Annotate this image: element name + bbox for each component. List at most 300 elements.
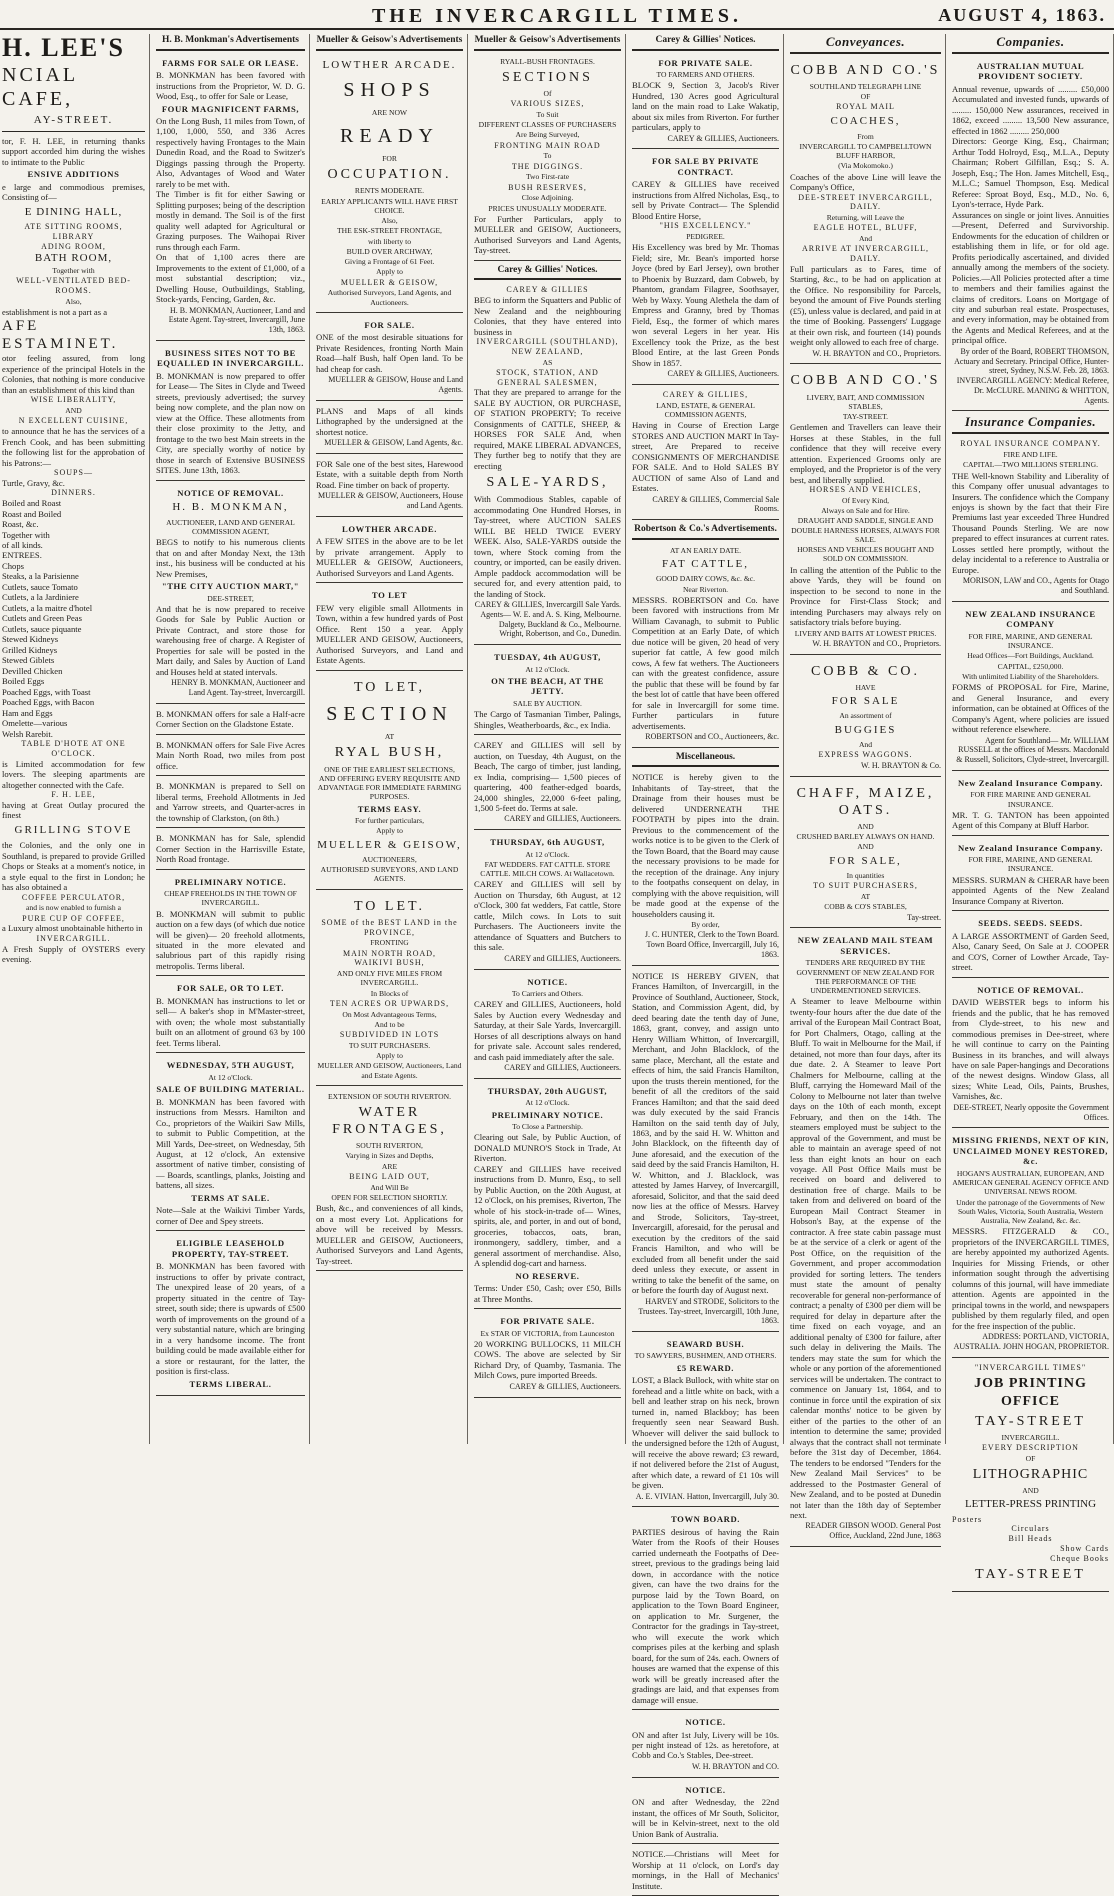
seeds-title: SEEDS. SEEDS. SEEDS.: [978, 918, 1083, 929]
ad-job-printing: [952, 1361, 1109, 1592]
ryall-close: Close Adjoining.: [521, 193, 574, 203]
amp-sign: By order of the Board, ROBERT THOMSON, Actuary and Secretary. Principal Office, Hunter-street, Sydney, N.S.W. Feb. 28, 1863. INVERCARGILL AGENCY: Medical Referee, Dr. McCLURE. MANING & WHITTON, Agents.: [954, 346, 1109, 405]
mail-body: A Steamer to leave Melbourne within twenty-four hours after the due date of the arrival of the European Mail Contract Boat, for Port Chalmers, Otago, calling at the Bluff. To wait in Melbourne for the Mail, if detained, not more than four days, after its due date. 2. A Steamer to leave Port Chalmers for Melbourne, calling at the Bluff, carrying the Homeward Mail of the Colony to Melbourne not later than twelve days on the 10th of each month, except February, and then on the 14th. The steamers employed must be subject to the approval of the Government, and must be able to maintain an average speed of not less than eight knots an hour on each voyage. All Post Office Mails must be received on board and delivered to destination free of charge. Mails to be taken from and delivered on board of the European Mail Contract Steamer in Hobson's Bay, at the expense of the contractor. A free state cabin passage must be at the service of a clerk or agent of the Post Office, on the requisition of the Government, and proper accommodation provided for sorting letters. The tenders must state the amount of penalty recoverable for general non-performance of contract; a penalty of £300 per diem will be required for delay in departure after the time fixed on each voyage, and an additional penalty of £300 for failure, after such delay in delivering the Mails. The tenders may state the sum for which the whole or any portion of the aforementioned services will be undertaken. The contract to commence on January 1st, 1864, and to continue in force until the expiration of six calendar months' notice to be given by either of the parties to the other of an intention to determine the same; provided always that the contract shall not terminate before the 31st day of December, 1864. The tenders to be endorsed "Tenders for the New Zealand Mail Services" to be addressed to the Postmaster General of New Zealand, and to be posted at Dunedin not later than the 18th day of September next.: [790, 996, 941, 1520]
removal-body: BEGS to notify to his numerous clients that on and after Monday Next, the 13th inst., his business will be conducted at his New Premises,: [156, 537, 305, 579]
jetty-date: TUESDAY, 4th AUGUST,: [494, 652, 601, 663]
livery-attention: In calling the attention of the Public to the above Yards, they will be found on inspection to be second to none in the Province for First-Class Stock; and intending Purchasers may always rely on satisfactory trials before buying.: [790, 564, 941, 628]
printing-billheads: Bill Heads: [1008, 1534, 1053, 1544]
bullocks-title: FOR PRIVATE SALE.: [500, 1316, 595, 1327]
livery-commission: HORSES AND VEHICLES BOUGHT AND SOLD ON COMMISSION.: [797, 545, 934, 564]
cg-body2: That they are prepared to arrange for the SALE BY AUCTION, OR PURCHASE, OF STATION PROPERTY; To receive Consignments of CATTLE, SHEEP, & HORSES FOR SALE And, when required, MAKE LIBERAL ADVANCES, They further beg to notify that they are erecting: [474, 387, 621, 471]
ad-carriers-notice: [474, 973, 621, 1079]
material-body: B. MONKMAN has been favored with instructions from Messrs. Hamilton and Co., proprietors of the Waikiri Saw Mills, to submit to Public Competition, at the Mill Yards, Dee-street, on Wednesday, 5th August, at 12 o'clock, An extensive assortment of native timber, consisting of— Boards, scantlings, planks, Joisting and battens, all sizes.: [156, 1096, 305, 1191]
seaward-body: LOST, a Black Bullock, with white star on forehead and a little white on back, with a bell and leather strap on his neck, brown turned in, named Blackboy; has been frequently seen near Seaward Bush. Whoever will deliver the said bullock to the undersigned before the 12th of August, will receive the above reward; £3 reward, if not delivered before the 21st of August, after which date, a reward of £1 10s will be given.: [632, 1375, 779, 1491]
nzi2-title: New Zealand Insurance Company.: [957, 777, 1103, 788]
cafe-and: AND: [65, 406, 82, 416]
menu-item: Devilled Chicken: [2, 665, 63, 676]
ad-solicitor-notice: [632, 1781, 779, 1844]
arcade-esk: THE ESK-STREET FRONTAGE,: [337, 226, 442, 236]
webster-body: DAVID WEBSTER begs to inform his friends and the public, that he has removed from Clyde-street, to his new and commodious premises in Dee-street, where he will continue to carry on the Painting Business in its branches, and will always have on sale Paper-hangings and Decorations of the newest designs. Window Glass, all sizes; White Lead, Oils, Paints, Brushes, Varnishes, &c.: [952, 997, 1109, 1102]
fatcattle-title: FAT CATTLE,: [662, 557, 749, 570]
mg-header-2: Mueller & Geisow's Advertisements: [474, 34, 621, 51]
plans-sign: MUELLER & GEISOW, Land Agents, &c.: [324, 438, 463, 448]
cg-sale-yards: SALE-YARDS,: [486, 475, 609, 491]
cafe-assurance: otor feeling assured, from long experience of the principal Hotels in the Colonies, that nothing is more conducive than an establishment of this kind than: [2, 353, 145, 395]
lowther-sites-body: A FEW SITES in the above are to be let by private arrangement. Apply to MUELLER & GEISOW, Auctioneers, Authorised Surveyors and Land Agents.: [316, 536, 463, 578]
deed-body: NOTICE IS HEREBY GIVEN, that Frances Hamilton, of Invercargill, in the Province of Southland, Auctioneer, Stock, Station, and Commission Agent, did, by deed bearing date the tenth day of June, 1863, grant, convey, and assign unto Henry William Whitton, of Invercargill, Merchant, and John Blacklock, of the same place, Merchant, all the estate and effects of him, the said Francis Hamilton, upon the trusts therein mentioned, for the benefit of all the creditors of the said Frances Hamilton; and that the said deed was duly executed by the said Francis Hamilton on the said tenth day of July, 1863, and by the said H. W. Whitton and John Blacklock, on the fifteenth day of June aforesaid, and the execution of the said deed by the said Francis Hamilton, H. W. Whitton, and J. Blacklock, was attested by James Harvey, of Invercargill, aforesaid, Solicitor, and that the said deed now lies at the office of Messrs. Harvey and Strode, Solicitors, Tay-street, Invercargill, aforesaid, for the perusal and execution by the creditors of the said Francis Hamilton, and who will be excluded from all benefit under the said deed unless they execute, or assent in writing to take the benefit of the same, on or before the fourth day of August next.: [632, 970, 779, 1296]
bakers-body: B. MONKMAN has instructions to let or sell— A baker's shop in M'Master-street, with oven; the whole most substantially built on an allotment of ground 63 by 100 feet. Terms liberal.: [156, 995, 305, 1048]
munro-sub: To Close a Partnership.: [512, 1122, 583, 1132]
removal-body2: And that he is now prepared to receive Goods for Sale by Public Auction or Private Contract, and store those for warehousing free of charge. A Register of Properties for sale will be posted in the Mart daily, and Sales by Auction of Land and Houses held at stated intervals.: [156, 603, 305, 677]
leasehold-body: B. MONKMAN has been favored with instructions to offer by private contract, The unexpired lease of 20 years, of a property situated in the centre of Tay-street, south side; there is upwards of £500 worth of improvements on the ground of a very substantial nature, which are bringing in a very handsome income. The front building could be made available either for a store or restaurant, for the latter, the position is first-class.: [156, 1261, 305, 1377]
riverton-south: SOUTH RIVERTON,: [356, 1141, 423, 1151]
missing-sign: ADDRESS: PORTLAND, VICTORIA, AUSTRALIA. JOHN HOGAN, PROPRIETOR.: [953, 1332, 1109, 1351]
drainage-by: By order,: [691, 920, 720, 930]
ryal-terms: TERMS EASY.: [357, 803, 422, 814]
menu-item: Chops: [2, 560, 24, 571]
ryall-reserves: BUSH RESERVES,: [508, 182, 587, 192]
chaff-title: CHAFF, MAIZE, OATS.: [796, 785, 935, 818]
ad-nz-insurance-riverton: [952, 839, 1109, 911]
ad-lowther-arcade-shops: [316, 54, 463, 313]
land-ten-acres: TEN ACRES OR UPWARDS,: [329, 998, 450, 1008]
printing-tay: TAY-STREET: [975, 1413, 1086, 1429]
farms-body: B. MONKMAN has been favored with instructions from the Proprietor, W. D. G. Wood, Esq., to offer for Sale or Lease,: [156, 70, 305, 102]
ad-fat-wedders: [474, 833, 621, 969]
ryall-sizes: VARIOUS SIZES,: [510, 99, 585, 109]
ryall-diggings: THE DIGGINGS.: [511, 161, 584, 171]
missing-body: MESSRS. FITZGERALD & CO., proprietors of the INVERCARGILL TIMES, are hereby appointed my authorized Agents. Inquiries for Missing Friends, or other information sought through the advertising columns of this journal, will have immediate attention. Agents are appointed in the principal towns in the world, and newspapers published by them regularly filed, and open for the free inspection of the public.: [952, 1226, 1109, 1331]
cgc-body: Having in Course of Erection Large STORES AND AUCTION MART In Tay-street, Are Prepared to receive CONSIGNMENTS OF MERCHANDISE FOR SALE. And to Hold SALES BY AUCTION of same Also of Land and Estates.: [632, 420, 779, 494]
ad-freehold-allotments: [156, 779, 305, 828]
menu-item: Steaks, a la Parisienne: [2, 571, 79, 582]
cobb-route: INVERCARGILL TO CAMPBELLTOWN BLUFF HARBOR,: [799, 141, 932, 161]
ad-bullocks: [474, 1312, 621, 1397]
arcade-early: EARLY APPLICANTS WILL HAVE FIRST CHOICE.: [321, 196, 458, 215]
material-terms: TERMS AT SALE.: [191, 1192, 270, 1203]
cafe-together: Together with: [52, 265, 95, 275]
ad-cg-intro: [474, 283, 621, 645]
carriers-sign: CAREY and GILLIES, Auctioneers.: [504, 1063, 621, 1073]
seeds-body: A LARGE ASSORTMENT of Garden Seed, Also, Canary Seed, On Sale at J. COOPER and CO'S, Corner of Lowther Arcade, Tay-street.: [952, 930, 1109, 973]
land-suit: TO SUIT PURCHASERS.: [348, 1040, 431, 1050]
printing-of: OF: [1025, 1453, 1036, 1463]
farms-title: FARMS FOR SALE OR LEASE.: [162, 57, 299, 68]
ryall-two: Two First-rate: [525, 172, 570, 182]
ad-mg-for-sale: [316, 316, 463, 401]
livery-hire: Always on Sale and for Hire.: [821, 506, 910, 516]
removal-role: AUCTIONEER, LAND AND GENERAL COMMISSION AGENT,: [166, 517, 295, 536]
cafe-premises: e large and commodious premises, Consisting of—: [2, 181, 145, 203]
removal-mart: "THE CITY AUCTION MART,": [161, 581, 300, 592]
missing-agency: HOGAN'S AUSTRALIAN, EUROPEAN, AND AMERICAN GENERAL AGENCY OFFICE AND UNIVERSAL NEWS ROOM.: [952, 1168, 1109, 1197]
ad-five-acres: [156, 738, 305, 776]
menu-item: Cutlets, sauce Tomato: [2, 581, 78, 592]
drainage-sign: J. C. HUNTER, Clerk to the Town Board. Town Board Office, Invercargill, July 16, 1863.: [644, 930, 779, 959]
menu-item: Together with: [2, 529, 50, 540]
riverton-open: OPEN FOR SELECTION SHORTLY.: [331, 1192, 448, 1202]
ad-webster-removal: [952, 981, 1109, 1129]
land-subdivided: SUBDIVIDED IN LOTS: [339, 1030, 440, 1039]
ryal-apply: Apply to: [376, 826, 403, 836]
royal-title: ROYAL INSURANCE COMPANY.: [960, 439, 1101, 449]
column-mueller-geisow-2: [470, 34, 626, 1444]
cafe-bedrooms: WELL-VENTILATED BED-ROOMS.: [16, 276, 131, 295]
ryall-main-road: FRONTING MAIN ROAD: [494, 140, 601, 150]
jacobs-title: FOR PRIVATE SALE.: [658, 57, 753, 68]
arcade-ready: READY: [340, 124, 439, 147]
webster-sign: DEE-STREET, Nearly opposite the Government Offices.: [953, 1102, 1109, 1122]
cafe-enabled: and is now enabled to furnish a: [26, 903, 121, 913]
riverton-will: And Will Be: [370, 1182, 409, 1192]
column-lees-cafe: [0, 34, 150, 1444]
horse-body: CAREY & GILLIES have received instructions from Alfred Nicholas, Esq., to sell by Private Contract— The Splendid Blood Entire Horse,: [632, 179, 779, 221]
chaff-and: AND: [857, 821, 874, 831]
coffee-cup: PURE CUP OF COFFEE,: [22, 913, 125, 923]
arcade-for: FOR: [382, 154, 397, 164]
buggies-waggons: EXPRESS WAGGONS.: [818, 750, 913, 760]
cobb-via: (Via Mokomoko.): [838, 161, 893, 171]
menu-item: Welsh Rarebit.: [2, 728, 53, 739]
cg-header-1: Carey & Gillies' Notices.: [474, 264, 621, 281]
corner-body: B. MONKMAN has for Sale, splendid Corner Section in the Harrisville Estate, North Road frontage.: [156, 833, 305, 865]
ad-his-excellency: [632, 152, 779, 384]
jacobs-sign: CAREY & GILLIES, Auctioneers.: [667, 133, 779, 143]
ad-nz-insurance-bluff: [952, 774, 1109, 836]
land-mg: MUELLER AND GEISOW, Auctioneers, Land and Estate Agents.: [317, 1061, 462, 1080]
cafe-intro: tor, F. H. LEE, in returning thanks support accorded him during the wishes to intimate to the Public: [2, 136, 145, 167]
cobb-coaches-word: COACHES,: [830, 115, 901, 128]
material-note: Note—Sale at the Waikivi Timber Yards, corner of Dee and Spey streets.: [156, 1205, 305, 1226]
ad-best-land: [316, 893, 463, 1086]
sites-title: BUSINESS SITES NOT TO BE EQUALLED IN INVERCARGILL.: [156, 347, 305, 369]
jetty-body: The Cargo of Tasmanian Timber, Palings, Shingles, Weatherboards, &c., ex India.: [474, 709, 621, 730]
monkman-header: H. B. Monkman's Advertisements: [156, 34, 305, 51]
carriers-sub: To Carriers and Others.: [511, 989, 584, 999]
arcade-liberty: with liberty to: [367, 236, 412, 246]
cafe-additions: ENSIVE ADDITIONS: [27, 169, 120, 180]
farms-body3: The Timber is fit for either Sawing or Splitting purposes; being of the description mostly in demand. The Soil is of the first quality well adapted for Agricultural or Grazing purposes. The Waihopai River runs through each Farm.: [156, 189, 305, 252]
land-tolet: TO LET.: [353, 898, 426, 914]
horse-pedigree: PEDIGREE.: [686, 232, 725, 242]
ad-bakers-shop: [156, 979, 305, 1053]
buggies-cobb: COBB & CO.: [811, 663, 920, 679]
cafe-french-cook: to announce that he has the services of a French Cook, and has been submitting the following list for the approbation of his Patrons:—: [2, 426, 145, 468]
menu-soups: SOUPS—: [54, 468, 93, 478]
cgc-name: CAREY & GILLIES,: [662, 389, 749, 399]
munro-date: THURSDAY, 20th AUGUST,: [487, 1085, 608, 1096]
cafe-grill-text: the Colonies, and the only one in Southland, is prepared to provide Grilled Chops or Steaks at a moment's notice, in a style equal to the first in London; he has also obtained a: [2, 840, 145, 893]
mg-sale-sign: MUELLER & GEISOW, House and Land Agents.: [328, 375, 463, 395]
cg-role: STOCK, STATION, AND GENERAL SALESMEN,: [496, 367, 599, 387]
companies-header: Companies.: [952, 34, 1109, 54]
half-acre-body: B. MONKMAN offers for sale a Half-acre Corner Section on the Gladstone Estate.: [156, 708, 305, 730]
ad-hamilton-deed: [632, 969, 779, 1332]
bullocks-body: 20 WORKING BULLOCKS, 11 MILCH COWS. The above are selected by Sir Richard Dry, of Quamby, Tasmania. The Milch Cows, pure imported Breeds.: [474, 1338, 621, 1381]
cafe-outlay: having at Great Outlay procured the finest: [2, 799, 145, 821]
ad-lowther-sites: [316, 520, 463, 583]
deed-sign: HARVEY and STRODE, Solicitors to the Trustees. Tay-street, Invercargill, 10th June, 1863.: [638, 1296, 779, 1326]
buggies-and: And: [858, 739, 873, 749]
ryal-section: SECTION: [326, 702, 453, 725]
leasehold-title: ELIGIBLE LEASEHOLD PROPERTY, TAY-STREET.: [171, 1238, 290, 1259]
leasehold-terms: TERMS LIBERAL.: [189, 1378, 272, 1389]
mail-sign: READER GIBSON WOOD. General Post Office, Auckland, 22nd June, 1863: [805, 1521, 941, 1541]
ad-beach-jetty: [474, 648, 621, 735]
townboard-title: TOWN BOARD.: [671, 1514, 740, 1525]
nzi3-sub: FOR FIRE, MARINE, AND GENERAL INSURANCE.: [968, 855, 1093, 874]
cg-body3: With Commodious Stables, capable of accommodating One Hundred Horses, in Tay-street, where AUCTION SALES WILL BE HELD TWICE EVERY WEEK. Also, SALE-YARDS outside the town, where Stock coming from the country, or imported, can be easily driven. Ample paddock accommodation will be secured for, and every attention paid, to the landing of Stock.: [474, 494, 621, 599]
livery-sign: W. H. BRAYTON and CO.: [691, 1761, 779, 1771]
ad-seaward-bush: [632, 1335, 779, 1507]
mail-sub: TENDERS ARE REQUIRED BY THE GOVERNMENT OF NEW ZEALAND FOR THE PERFORMANCE OF THE UNDERMENTIONED SERVICES.: [796, 958, 935, 995]
cafe-reading-room: ADING ROOM,: [41, 241, 106, 251]
newspaper-title: THE INVERCARGILL TIMES.: [371, 5, 743, 27]
menu-dinners: DINNERS.: [51, 488, 96, 498]
wedders-body: CAREY and GILLIES will sell by Auction on Thursday, 6th August, at 12 o'Clock, 300 fat wedders, Fat cattle, Store cattle, Milch cows. In Lots to suit Purchasers. The Auctioneers invite the attendance of Squatters and Butchers to this sale.: [474, 879, 621, 953]
ad-cheap-freeholds: [156, 873, 305, 977]
royal-sign: MORISON, LAW and CO., Agents for Otago and Southland.: [962, 576, 1109, 596]
royal-fire-life: FIRE AND LIFE.: [1003, 450, 1058, 460]
munro-body2: CAREY and GILLIES have received instructions from D. Munro, Esq., to sell by Public Auction, on the 20th August, at 12 o'Clock, on his premises, Riverton, The whole of his stock-in-trade of— Wines, spirits, ale, and porter, in and out of bond, groceries, tobaccos, oats, bran, ironmongery, saddlery, timber, and a general assortment of merchandise. Also, A splendid dog-cart and harness.: [474, 1163, 621, 1269]
ryall-to: To: [543, 151, 552, 161]
nzi1-offices: Head Offices—Fort Buildings, Auckland.: [967, 651, 1094, 661]
arcade-frontage: Giving a Frontage of 61 Feet.: [344, 257, 435, 267]
fatcattle-near: Near Riverton.: [682, 584, 729, 594]
masthead: [0, 0, 1114, 30]
buggies-have: HAVE: [855, 682, 876, 692]
ad-to-let-allotments: [316, 586, 463, 670]
menu-item: ENTREES.: [2, 550, 42, 561]
ad-ryal-bush-section: [316, 674, 463, 890]
cobb-dee: DEE-STREET INVERCARGILL,: [798, 192, 933, 202]
solicitor-body: ON and after Wednesday, the 22nd instant, the offices of Mr South, Solicitor, will be in Kelvin-street, next to the old Union Bank of Australia.: [632, 1797, 779, 1839]
cobb-and: And: [858, 234, 873, 244]
bakers-title: FOR SALE, OR TO LET.: [176, 983, 285, 994]
riverton-body: Bush, &c., and conveniences of all kinds, on a most every Lot. Applications for above will be received by Messrs. MUELLER and GEISOW, Auctioneers, Authorised Surveyors and Land Agents, Tay-street.: [316, 1203, 463, 1266]
cobb-sign: W. H. BRAYTON and CO., Proprietors.: [812, 348, 941, 358]
removal-sign: HENRY B. MONKMAN, Auctioneer and Land Agent. Tay-street, Invercargill.: [171, 678, 305, 697]
horse-body2: His Excellency was bred by Mr. Thomas Field; sire, Mr. Bean's imported horse Joyce (bred by Earl Jersey), own brother to Phoenix by Buzzard, dam Cobweb, by Phantom, grandam Filagree, Soothsayer, Web by Waxy. Young Alethela the dam of Empress and Granny, bred by Thomas Field, Esq., the former of which mares won several Legers in her year. His Excellency took the Prize, as the best Blood Entire, at the last Green Ponds Show in 1857.: [632, 242, 779, 368]
chaff-barley: CRUSHED BARLEY ALWAYS ON HAND.: [796, 832, 935, 842]
menu-item: Stewed Kidneys: [2, 634, 59, 645]
ad-ryall-bush-frontages: [474, 54, 621, 261]
farms-body2: On the Long Bush, 11 miles from Town, of 1,100, 1,000, 550, and 336 Acres respectively having Frontages to the Main Dunedin Road, and the Road to Switzer's Diggings passing through the Property. Also, Advantages of Wood and Water rarely to be met with.: [156, 116, 305, 189]
cafe-also: Also,: [65, 296, 82, 306]
ryal-auct: AUCTIONEERS,: [362, 854, 417, 864]
ryal-bush: RYAL BUSH,: [334, 745, 445, 761]
jetty-sub: SALE BY AUCTION.: [513, 698, 582, 708]
printing-office: JOB PRINTING OFFICE: [974, 1376, 1087, 1409]
ad-amp-society: [952, 57, 1109, 412]
livery-cobb: COBB AND CO.'S: [790, 373, 941, 389]
menu-item: Cutlets, a la maitre d'hotel: [2, 602, 93, 613]
munro-title: PRELIMINARY NOTICE.: [491, 1109, 604, 1120]
webster-title: NOTICE OF REMOVAL.: [977, 984, 1084, 995]
arcade-apply: Apply to: [376, 267, 403, 277]
ryal-auth: AUTHORISED SURVEYORS, AND LAND AGENTS.: [320, 865, 459, 884]
ad-worship-notice: [632, 1847, 779, 1896]
cobb-royal: ROYAL MAIL: [836, 102, 895, 112]
lowther-sites-title: LOWTHER ARCADE.: [342, 523, 437, 534]
ryal-further: For further particulars,: [355, 816, 424, 826]
removal-name: H. B. MONKMAN,: [172, 501, 289, 514]
mail-title: NEW ZEALAND MAIL STEAM SERVICES.: [797, 935, 934, 956]
menu-item: Cutlets, a la Jardiniere: [2, 592, 79, 603]
lees-title: H. LEE'S: [2, 33, 125, 62]
cafe-liberality: WISE LIBERALITY,: [30, 395, 117, 405]
ryall-of: Of: [543, 88, 552, 98]
solicitor-title: NOTICE.: [685, 1784, 726, 1795]
printing-town: INVERCARGILL.: [1001, 1432, 1060, 1442]
townboard-body: PARTIES desirous of having the Rain Water from the Roofs of their Houses carried underneath the Footpaths of Dee-street, previous to the gradings being laid down, in accordance with the notice given, can have the two drains for the purpose laid by the Town Board, on application to the Town Board Engineer, on application to Mr. Surgener, the Contractor for the gradings in Tay-street, who will execute the work which comprises piles at the kerbing and splash board, for the sum of 24s. each. Owners of houses are warned that the expense of this work will be greatly increased after the gradings are laid, and that expenses from damage will ensue.: [632, 1526, 779, 1705]
ad-drainage-notice: [632, 770, 779, 965]
ad-cobb-livery: [790, 367, 941, 654]
column-monkman: [152, 34, 310, 1444]
prelim-body: B. MONKMAN will submit to public auction on a few days (of which due notice will be given)— 20 freehold allotments, situated in the more elevated and salubrious part of this rapidly rising metropolis. Terms liberal.: [156, 908, 305, 971]
jacobs-body: BLOCK 9, Section 3, Jacob's River Hundred, 130 Acres good Agricultural land on the main road to Lake Wakatip, about six miles from Riverton. For further particulars, apply to: [632, 80, 779, 133]
mg-sale-body: ONE of the most desirable situations for Private Residences, fronting North Main Road—half Bush, half Open land. To be had cheap for cash.: [316, 332, 463, 374]
five-acres-body: B. MONKMAN offers for Sale Five Acres Main North Road, two miles from post office.: [156, 739, 305, 771]
amp-body: Annual revenue, upwards of ......... £50,000 Accumulated and invested funds, upwards of ......... 150,000 New assurances, received in 1862, exceed ......... 13,500 New assurance, effected in 1862 ......... 250,000: [952, 83, 1109, 136]
menu-item: Boiled Eggs: [2, 676, 45, 687]
amp-title: AUSTRALIAN MUTUAL PROVIDENT SOCIETY.: [976, 60, 1085, 82]
ad-mail-steam: [790, 931, 941, 1547]
cafe-invercargill: INVERCARGILL.: [36, 933, 111, 943]
livery-kind: Of Every Kind,: [841, 495, 890, 505]
ad-half-acre: [156, 707, 305, 735]
tolet-body: FEW very eligible small Allotments in Town, within a few hundred yards of Post Office. Rent 150 a year. Apply MUELLER AND GEISOW, Auctioneers, Authorised Surveyors, and Land and Estate Agents.: [316, 602, 463, 666]
cg-intro-body: BEG to inform the Squatters and Public of New Zealand and the neighbouring Colonies, that they have entered into business in: [474, 295, 621, 337]
wedders-time: At 12 o'Clock.: [525, 849, 570, 859]
ad-munro-partnership: [474, 1082, 621, 1309]
ryall-apply: For Further Particulars, apply to MUELLER and GEISOW, Auctioneers, Authorised Surveyors and Land Agents, Tay-street.: [474, 213, 621, 256]
ad-building-material: [156, 1056, 305, 1231]
ad-south-riverton: [316, 1089, 463, 1271]
cafe-estaminet: AFE ESTAMINET.: [2, 318, 119, 353]
fatcattle-date: AT AN EARLY DATE.: [670, 545, 741, 555]
coffee-perculator: COFFEE PERCULATOR,: [21, 892, 126, 902]
arcade-are-now: ARE NOW: [371, 108, 408, 118]
munro-time: At 12 o'Clock.: [525, 1098, 570, 1108]
livery-cobb-sign: W. H. BRAYTON and CO., Proprietors.: [812, 638, 941, 648]
chaff-and2: AND: [857, 842, 874, 852]
ryal-mg: MUELLER & GEISOW,: [317, 838, 462, 851]
cafe-establishment: establishment is not a part as a: [2, 306, 108, 317]
arcade-mg: MUELLER & GEISOW,: [340, 277, 439, 287]
jacobs-sub: TO FARMERS AND OTHERS.: [656, 70, 755, 80]
nzi1-body: FORMS of PROPOSAL for Fire, Marine, and General Insurance, and every information, can be obtained at Offices of the Company's Agent, where policies are issued without reference elsewhere.: [952, 682, 1109, 735]
chaff-for-sale: FOR SALE,: [829, 854, 902, 867]
livery-stables: LIVERY, BAIT, AND COMMISSION STABLES,: [806, 392, 925, 411]
printing-showcards: Show Cards: [1060, 1543, 1109, 1553]
chaff-suit: TO SUIT PURCHASERS,: [813, 881, 918, 891]
arcade-shops: SHOPS: [343, 78, 436, 101]
carriers-body: CAREY and GILLIES, Auctioneers, hold Sales by Auction every Wednesday and Saturday, at their Sale Yards, Invercargill. Horses of all descriptions always on hand for private sale. Account sales rendered, and cash paid immediately after the sale.: [474, 999, 621, 1062]
ad-royal-insurance: [952, 437, 1109, 602]
prelim-title: PRELIMINARY NOTICE.: [174, 876, 287, 887]
allotments-body: B. MONKMAN is prepared to Sell on liberal terms, Freehold Allotments in Jed and Yarrow streets, and Quarter-acres in the township of Clarkston, (on 8th.): [156, 781, 305, 823]
cafe-library: LIBRARY: [52, 232, 95, 242]
menu-item: Cutlets, sauce piquante: [2, 623, 82, 634]
ad-timber-cargo: [474, 738, 621, 830]
wedders-title: FAT WEDDERS. FAT CATTLE. STORE CATTLE. MILCH COWS. At Wallacetown.: [480, 859, 615, 879]
riverton-water: WATER FRONTAGES,: [332, 1105, 447, 1138]
plans-body: PLANS and Maps of all kinds Lithographed by the undersigned at the shortest notice.: [316, 405, 463, 437]
cobb-daily: DAILY.: [849, 202, 882, 212]
cafe-oysters: A Fresh Supply of OYSTERS every evening.: [2, 943, 145, 965]
ad-nz-insurance-1: [952, 605, 1109, 771]
ad-livery-notice: [632, 1713, 779, 1778]
missing-title: MISSING FRIENDS, NEXT OF KIN, UNCLAIMED MONEY RESTORED, &c.: [952, 1135, 1109, 1167]
grilling-stove: GRILLING STOVE: [14, 823, 133, 836]
land-and: And to be: [374, 1019, 405, 1029]
amp-directors: Directors: George King, Esq., Chairman; Arthur Todd Holroyd, Esq., M.L.A., Deputy Chairman; Robert Gilfillan, Esq.; S. A. Joseph, Esq.; The Hon. James Mitchell, Esq., M.L.C.; Samuel Thompson, Esq. Medical Referee: Sproat Boyd, Esq., M.D., No. 6, Lyon's-terrace, Hyde Park.: [952, 136, 1109, 210]
livery-body: ON and after 1st July, Livery will be 10s. per night instead of 12s. as heretofore, at Cobb and Co.'s Stables, Dee-street.: [632, 1729, 779, 1761]
ryall-title: RYALL-BUSH FRONTAGES.: [500, 56, 595, 66]
arcade-archway: BUILD OVER ARCHWAY,: [346, 246, 433, 256]
cafe-luxury: a Luxury almost unobtainable hitherto in: [2, 923, 143, 934]
cobb-of: OF: [860, 92, 871, 102]
cobb-from: From: [857, 131, 874, 141]
munro-noreserve: NO RESERVE.: [515, 1270, 580, 1281]
material-title: SALE OF BUILDING MATERIAL.: [156, 1084, 305, 1095]
ad-town-board: [632, 1510, 779, 1710]
farms-sub: FOUR MAGNIFICENT FARMS,: [161, 103, 300, 114]
cg-sign: CAREY & GILLIES, Invercargill Sale Yards. Agents— W. E. and A. S. King, Melbourne. Dalgety, Buckland & Co., Melbourne. Wright, Robertson, and Co., Dunedin.: [474, 600, 621, 639]
royal-body: THE Well-known Stability and Liberality of this Company offer unusual advantages to Insurers. The confidence which the Company enjoys is shown by the fact that their Fire Premiums last year exceeded Three Hundred Thousand Pounds Sterling. We are now prepared to effect insurances at current rates. Losses settled here promptly, without the delay incidental to a reference to Australia or Europe.: [952, 470, 1109, 575]
farms-sign: H. B. MONKMAN, Auctioneer, Land and Estate Agent. Tay-street, Invercargill, June 13th, 1863.: [168, 305, 305, 335]
wedders-date: THURSDAY, 6th AUGUST,: [490, 837, 605, 848]
cobb-eagle: EAGLE HOTEL, BLUFF,: [813, 223, 918, 233]
fatcattle-sign: ROBERTSON and CO., Auctioneers, &c.: [645, 732, 779, 742]
carriers-title: NOTICE.: [527, 976, 568, 987]
amp-body2: Assurances on single or joint lives. Annuities—Present, Deferred and Survivorship. Endowments for the education of children or establishing them in life, or for old age. Profits periodically ascertained, and divided annually among the members of the society. Policies.—All Policies protected after a time to members and their families against the claims of creditors. Loans on Mortgage of city and suburban real estate. Prospectuses, and every information, may be obtained from the Agents and Medical Referees, and at the principal office.: [952, 209, 1109, 346]
wedders-sign: CAREY and GILLIES, Auctioneers.: [504, 953, 621, 963]
mg-header-1: Mueller & Geisow's Advertisements: [316, 34, 463, 51]
harewood-sign: MUELLER & GEISOW, Auctioneers, House and Land Agents.: [317, 491, 463, 511]
livery-horses: HORSES AND VEHICLES,: [809, 485, 922, 495]
printing-cheque: Cheque Books: [1050, 1553, 1109, 1563]
menu-item: of all kinds.: [2, 540, 43, 550]
printing-paper: "INVERCARGILL TIMES": [974, 1362, 1087, 1372]
arcade-title: LOWTHER ARCADE.: [322, 58, 457, 71]
cobb-returning: Returning, will Leave the: [826, 213, 905, 223]
seaward-sign: A. E. VIVIAN. Hatton, Invercargill, July 30.: [635, 1491, 779, 1501]
cobb-arrive: ARRIVE AT INVERCARGILL,: [801, 244, 930, 254]
ad-cg-commission: [632, 388, 779, 520]
material-time: At 12 o'Clock.: [208, 1072, 253, 1082]
mg-sale-title: FOR SALE.: [364, 319, 415, 330]
buggies-for-sale: FOR SALE: [831, 694, 900, 707]
cg-as: AS: [542, 357, 553, 367]
nzi3-title: New Zealand Insurance Company.: [957, 842, 1103, 853]
nzi1-capital: CAPITAL, £250,000.: [997, 661, 1064, 671]
ryall-sections: SECTIONS: [502, 69, 593, 85]
livery-draught: DRAUGHT AND SADDLE, SINGLE AND DOUBLE HARNESS HORSES, ALWAYS FOR SALE.: [791, 516, 940, 544]
printing-every: EVERY DESCRIPTION: [982, 1442, 1079, 1452]
buggies-assortment: An assortment of: [839, 711, 892, 721]
livery-prices: LIVERY AND BAITS AT LOWEST PRICES.: [794, 628, 937, 638]
land-terms: On Most Advantageous Terms,: [342, 1009, 437, 1019]
conveyances-header: Conveyances.: [790, 34, 941, 54]
issue-date: AUGUST 4, 1863.: [938, 5, 1106, 25]
ad-notice-of-removal: [156, 484, 305, 704]
column-mueller-geisow-1: [312, 34, 468, 1444]
material-date: WEDNESDAY, 5TH AUGUST,: [166, 1060, 295, 1071]
land-five-miles: AND ONLY FIVE MILES FROM INVERCARGILL.: [336, 969, 443, 988]
cobb-leave: Coaches of the above Line will leave the Company's Office,: [790, 171, 941, 193]
